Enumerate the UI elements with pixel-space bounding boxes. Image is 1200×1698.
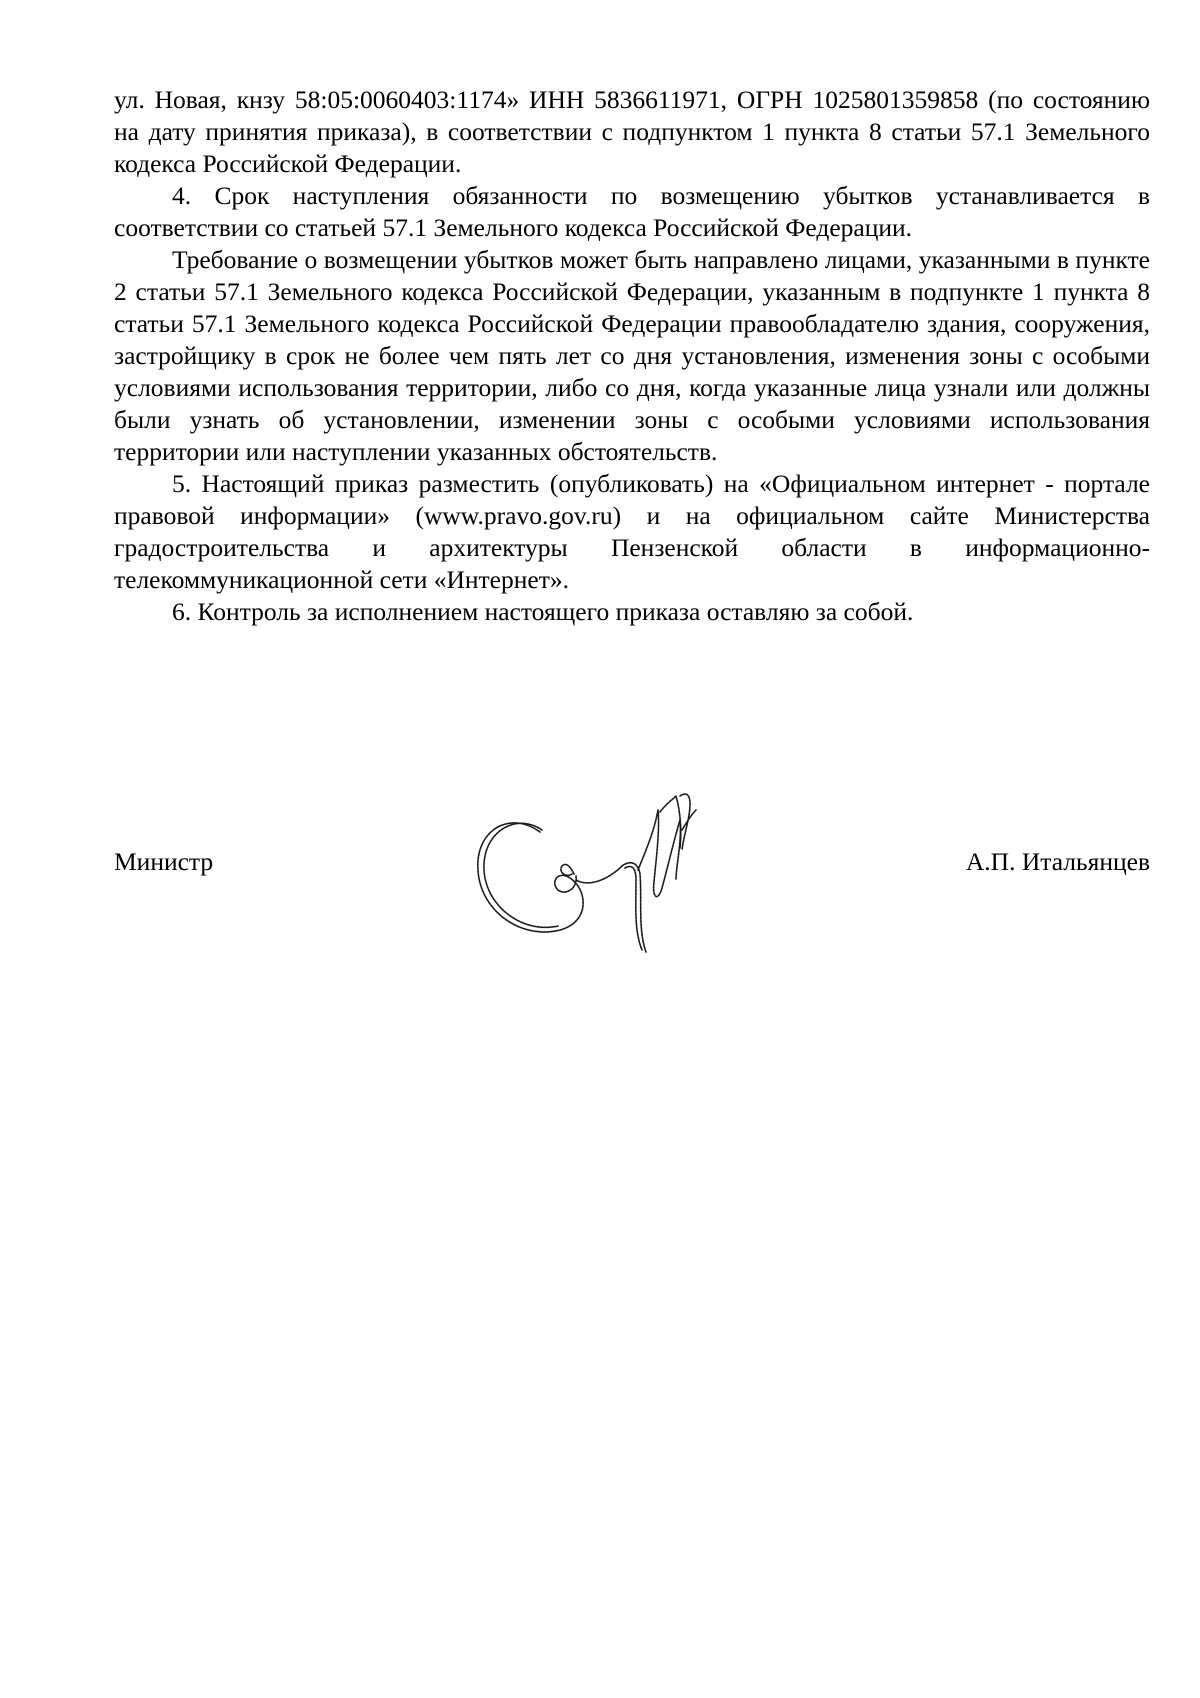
handwritten-signature: [470, 770, 730, 960]
paragraph-item-5: 5. Настоящий приказ разместить (опубликовать) на «Официальном интернет - портале правовой информации» (www.pravo.gov.ru) и на официальном сайте Министерства градостроительства и архитектуры Пензенской области в информационно-телекоммуникационной сети «Интернет».: [114, 469, 1150, 594]
paragraph-item-6: 6. Контроль за исполнением настоящего приказа оставляю за собой.: [172, 597, 914, 626]
paragraph-item-4: 4. Срок наступления обязанности по возмещению убытков устанавливается в соответствии со статьей 57.1 Земельного кодекса Российской Федерации.: [114, 181, 1150, 242]
paragraph-claim-requirement: Требование о возмещении убытков может быть направлено лицами, указанными в пункте 2 статьи 57.1 Земельного кодекса Российской Федерации, указанным в подпункте 1 пункта 8 статьи 57.1 Земельного кодекса Российской Федерации правообладателю здания, сооружения, застройщику в срок не более чем пять лет со дня установления, изменения зоны с особыми условиями использования территории, либо со дня, когда указанные лица узнали или должны были узнать об установлении, изменении зоны с особыми условиями использования территории или наступлении указанных обстоятельств.: [114, 245, 1150, 466]
paragraph-address-continuation: ул. Новая, кнзу 58:05:0060403:1174» ИНН 5836611971, ОГРН 1025801359858 (по состоянию на дату принятия приказа), в соответствии с подпунктом 1 пункта 8 статьи 57.1 Земельного кодекса Российской Федерации.: [114, 85, 1150, 178]
document-body: [114, 84, 1150, 628]
signatory-position: Министр: [114, 847, 214, 876]
signatory-name: А.П. Итальянцев: [965, 847, 1150, 876]
